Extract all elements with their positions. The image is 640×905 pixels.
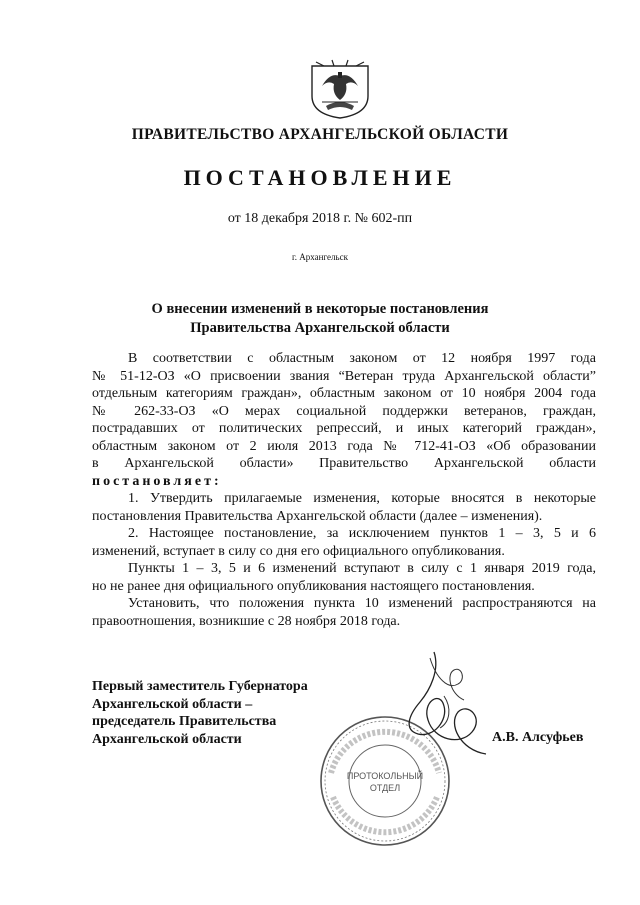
body-line: постановления Правительства Архангельской области (далее – изменения). <box>92 508 543 524</box>
signer-position-line: Архангельской области – <box>92 696 253 712</box>
body-line: Пункты 1 – 3, 5 и 6 изменений вступают в силу с 1 января 2019 года, <box>128 561 596 576</box>
body-line: 1. Утвердить прилагаемые изменения, которые вносятся в некоторые <box>128 491 596 506</box>
body-line: Установить, что положения пункта 10 изменений распространяются на <box>128 596 596 611</box>
resolution-word: постановляет: <box>92 473 222 489</box>
body-line: 2. Настоящее постановление, за исключением пунктов 1 – 3, 5 и 6 <box>128 526 596 541</box>
document-type-title: ПОСТАНОВЛЕНИЕ <box>183 165 457 190</box>
city-name: г. Архангельск <box>292 252 348 262</box>
body-line: изменений, вступает в силу со дня его официального опубликования. <box>92 543 505 559</box>
document-body <box>92 350 596 630</box>
subject-line: Правительства Архангельской области <box>190 320 450 336</box>
organization-title: ПРАВИТЕЛЬСТВО АРХАНГЕЛЬСКОЙ ОБЛАСТИ <box>131 126 509 143</box>
body-line: № 262-33-ОЗ «О мерах социальной поддержки ветеранов, граждан, <box>92 403 596 419</box>
date-and-number: от 18 декабря 2018 г. № 602-пп <box>227 211 413 226</box>
handwritten-signature <box>400 650 500 765</box>
body-line: в Архангельской области» Правительство Архангельской области <box>92 456 596 471</box>
signer-position-line: председатель Правительства <box>92 714 277 729</box>
body-line: В соответствии с областным законом от 12 ноября 1997 года <box>128 351 596 366</box>
stamp-text: ПРОТОКОЛЬНЫЙ <box>346 771 424 781</box>
stamp-text: ОТДЕЛ <box>369 783 401 793</box>
body-line: отдельным категориям граждан», областным законом от 10 ноября 2004 года <box>92 386 596 401</box>
body-line: № 51-12-ОЗ «О присвоении звания “Ветеран труда Архангельской области” <box>92 368 596 384</box>
body-line: областным законом от 2 июля 2013 года № 712-41-ОЗ «Об образовании <box>92 438 596 454</box>
signer-name: А.В. Алсуфьев <box>492 730 584 745</box>
body-line: правоотношения, возникшие с 28 ноября 2018 года. <box>92 613 401 629</box>
coat-of-arms-emblem <box>302 58 378 120</box>
document-subject <box>0 300 640 338</box>
signer-position-line: Архангельской области <box>92 731 242 747</box>
signer-position-line: Первый заместитель Губернатора <box>92 679 308 694</box>
body-line: пострадавших от политических репрессий, и иных категорий граждан», <box>92 421 596 436</box>
body-line: но не ранее дня официального опубликования настоящего постановления. <box>92 578 535 594</box>
signer-position <box>92 678 308 748</box>
subject-line: О внесении изменений в некоторые постановления <box>151 301 489 317</box>
